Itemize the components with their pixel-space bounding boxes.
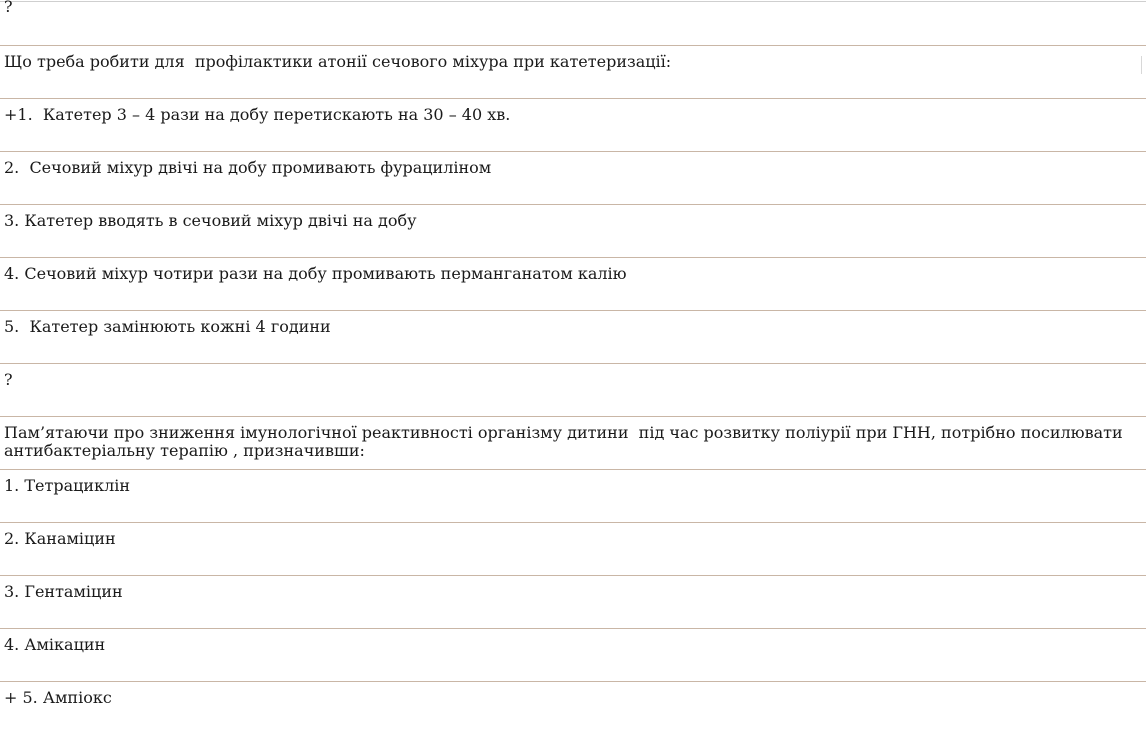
answer-2-2: 2. Канаміцин	[0, 523, 1146, 576]
question-text-2: Пам’ятаючи про зниження імунологічної реактивності організму дитини під час розвитку поліурії при ГНН, потрібно посилювати антибактеріальну терапію , призначивши:	[0, 417, 1146, 470]
answer-1-4: 4. Сечовий міхур чотири рази на добу промивають перманганатом калію	[0, 258, 1146, 311]
answer-1-1-correct: +1. Катетер 3 – 4 рази на добу перетискають на 30 – 40 хв.	[0, 99, 1146, 152]
question-marker-2: ?	[0, 364, 1146, 417]
answer-2-4: 4. Амікацин	[0, 629, 1146, 682]
answer-2-5-correct: + 5. Ампіокс	[4, 688, 112, 707]
question-marker-1: ?	[0, 0, 1146, 46]
answer-2-3: 3. Гентаміцин	[0, 576, 1146, 629]
answer-1-5: 5. Катетер замінюють кожні 4 години	[0, 311, 1146, 364]
answer-1-2: 2. Сечовий міхур двічі на добу промивають фурациліном	[0, 152, 1146, 205]
answer-2-1: 1. Тетрациклін	[0, 470, 1146, 523]
answer-1-3: 3. Катетер вводять в сечовий міхур двічі на добу	[0, 205, 1146, 258]
question-text-1: Що треба робити для профілактики атонії сечового міхура при катетеризації:	[0, 46, 1146, 99]
